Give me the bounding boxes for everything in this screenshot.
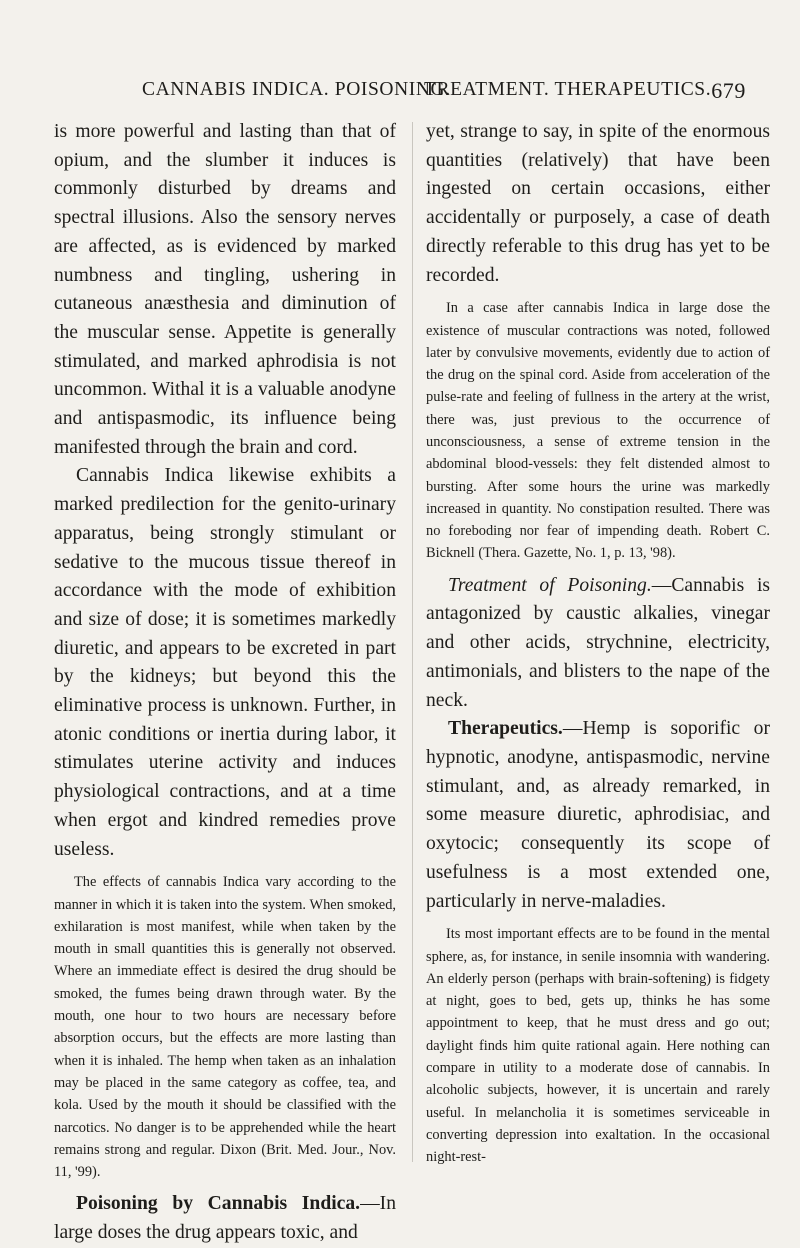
paragraph-poisoning bbox=[54, 1190, 396, 1247]
right-column bbox=[426, 118, 770, 1175]
heading-poisoning: Poisoning by Cannabis Indica. bbox=[76, 1193, 361, 1215]
heading-therapeutics: Therapeutics. bbox=[448, 718, 563, 740]
paragraph-no-deaths: yet, strange to say, in spite of the enormous quantities (relatively) that have been ingested on certain occasions, either accidentally or purposely, a case of death directly referable to this drug has yet to be recorded. bbox=[426, 121, 770, 286]
heading-treatment: Treatment of Poisoning. bbox=[448, 574, 652, 596]
paragraph-treatment bbox=[426, 572, 770, 716]
paragraph-sleep-effects: is more powerful and lasting than that of opium, and the slumber it induces is commonly disturbed by dreams and spectral illusions. Also the sensory nerves are affected, as is evidenced by marked numbness and tingling, ushering in cutaneous anæsthesia and diminution of the muscular sense. Appetite is generally stimulated, and marked aphrodisia is not uncommon. Withal it is a valuable anodyne and antispasmodic, its influence being manifested through the brain and cord. bbox=[54, 121, 396, 458]
running-header bbox=[142, 79, 750, 115]
left-column bbox=[54, 118, 396, 1248]
note-dixon: The effects of cannabis Indica vary according to the manner in which it is taken into the system. When smoked, exhilaration is most manifest, while when taken by the mouth in small quantities this is generally not observed. Where an immediate effect is desired the drug should be smoked, the fumes being drawn through water. By the mouth, one hour to two hours are necessary before absorption occurs, but the effects are more lasting than when it is inhaled. The hemp when taken as an inhalation may be placed in the same category as coffee, tea, and kola. Used by the mouth it should be classified with the narcotics. No danger is to be apprehended while the heart remains strong and regular. Dixon (Brit. Med. Jour., Nov. 11, '99). bbox=[54, 874, 396, 1181]
running-head-left: CANNABIS INDICA. POISONING. bbox=[142, 79, 451, 100]
page-number: 679 bbox=[711, 78, 746, 103]
paragraph-therapeutics bbox=[426, 715, 770, 916]
note-bicknell: In a case after cannabis Indica in large dose the existence of muscular contractions was noted, followed later by convulsive movements, evidently due to action of the drug on the spinal cord. Aside from acceleration of the pulse-rate and feeling of fullness in the artery at the wrist, there was, just previous to the occurrence of unconsciousness, a sense of extreme tension in the abdominal blood-vessels: they felt distended almost to bursting. After some hours the urine was markedly increased in quantity. No constipation resulted. There was no foreboding nor fear of impending death. Robert C. Bicknell (Thera. Gazette, No. 1, p. 13, '98). bbox=[426, 300, 770, 562]
paragraph-genito-urinary: Cannabis Indica likewise exhibits a marked predilection for the genito-urinary apparatus, being strongly stimulant or sedative to the mucous tissue thereof in accordance with the mode of exhibition and size of dose; it is sometimes markedly diuretic, and appears to be excreted in part by the kidneys; but beyond this the eliminative process is unknown. Further, in atonic conditions or inertia during labor, it stimulates uterine activity and induces physiological contractions, and at a time when ergot and kindred remedies prove useless. bbox=[54, 465, 396, 860]
poisoning-text: —In large doses the drug appears toxic, and bbox=[54, 1193, 396, 1244]
column-divider bbox=[412, 122, 413, 1162]
treatment-text: —Cannabis is antagonized by caustic alkalies, vinegar and other acids, strychnine, electricity, antimonials, and blisters to the nape of the neck. bbox=[426, 574, 771, 711]
therapeutics-text: —Hemp is soporific or hypnotic, anodyne, antispasmodic, nervine stimulant, and, as already remarked, in some measure diuretic, aphrodisiac, and oxytocic; consequently its scope of usefulness is a most extended one, particularly in nerve-maladies. bbox=[426, 718, 770, 912]
running-head-right: TREATMENT. THERAPEUTICS. bbox=[424, 79, 712, 100]
note-mental-sphere: Its most important effects are to be found in the mental sphere, as, for instance, in senile insomnia with wandering. An elderly person (perhaps with brain-softening) is fidgety at night, goes to bed, gets up, thinks he has some appointment to keep, that he must dress and go out; daylight finds him quite rational again. Here nothing can compare in utility to a moderate dose of cannabis. In alcoholic subjects, however, it is uncertain and rarely useful. In melancholia it is sometimes serviceable in converting depression into exaltation. In the occasional night-rest- bbox=[426, 926, 770, 1166]
